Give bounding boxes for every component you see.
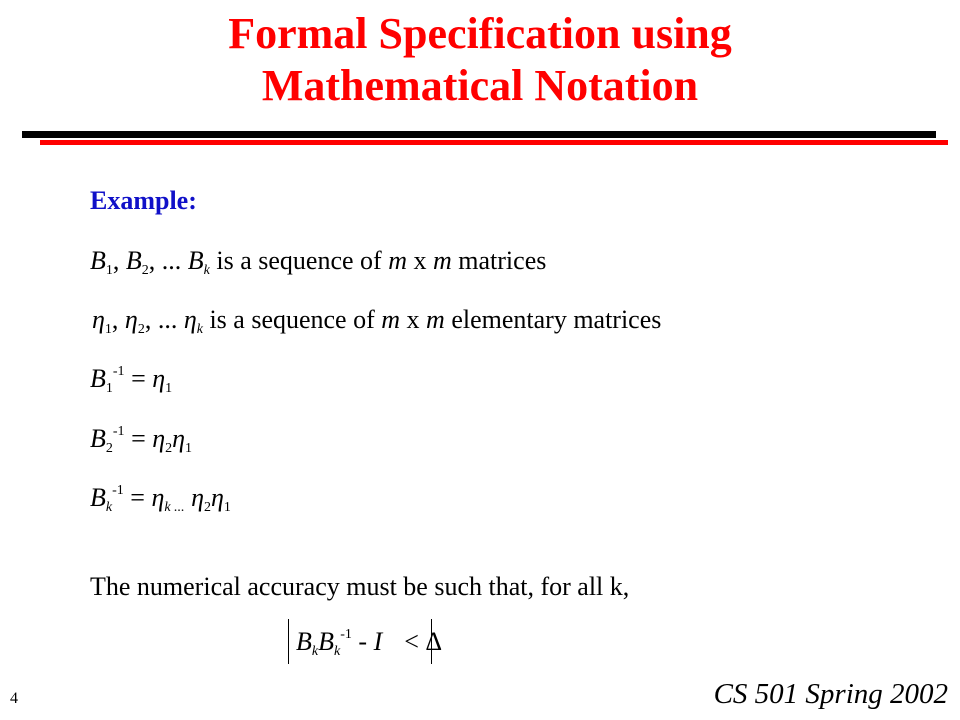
var-eta: η	[191, 483, 204, 512]
example-label: Example:	[90, 186, 197, 215]
var-b: B	[318, 627, 334, 656]
text: matrices	[451, 246, 547, 275]
var-m: m	[433, 246, 452, 275]
subscript: k	[311, 644, 319, 659]
var-b: B	[296, 627, 312, 656]
var-eta: η	[152, 424, 166, 453]
var-b: B	[187, 246, 204, 275]
equation-b2-inverse	[90, 424, 192, 457]
line-eta-sequence	[92, 305, 661, 338]
subscript: 2	[105, 441, 113, 456]
var-b: B	[90, 246, 106, 275]
superscript: -1	[112, 364, 125, 379]
var-b: B	[90, 424, 106, 453]
var-eta: η	[210, 483, 224, 512]
subscript: 1	[185, 441, 193, 456]
line-b-sequence	[90, 246, 546, 279]
accuracy-statement: The numerical accuracy must be such that, for all k,	[90, 572, 630, 601]
subscript: k	[105, 500, 113, 515]
var-m: m	[388, 246, 407, 275]
equation-bk-inverse	[90, 483, 231, 516]
equals: =	[124, 364, 153, 393]
equals: =	[124, 424, 153, 453]
accuracy-formula	[296, 627, 442, 660]
text: x	[400, 305, 427, 334]
var-eta: η	[183, 305, 197, 334]
text: x	[407, 246, 433, 275]
equals: =	[123, 483, 152, 512]
norm-bar-left	[288, 619, 289, 664]
title-rule-black	[22, 131, 936, 138]
separator: ,	[112, 246, 126, 275]
title-line-1: Formal Specification using	[228, 9, 732, 58]
less-than: <	[404, 627, 426, 656]
var-eta: η	[151, 483, 165, 512]
subscript: 1	[105, 381, 113, 396]
text: elementary matrices	[444, 305, 662, 334]
slide-number: 4	[10, 690, 18, 707]
minus: -	[351, 627, 374, 656]
subscript: 1	[104, 322, 112, 337]
superscript: -1	[340, 627, 352, 642]
subscript: 1	[105, 263, 113, 278]
subscript: 2	[141, 263, 149, 278]
subscript: 2	[137, 322, 145, 337]
var-eta: η	[92, 305, 105, 334]
var-m: m	[381, 305, 401, 334]
title-line-2: Mathematical Notation	[261, 61, 699, 110]
text: is a sequence of	[209, 246, 389, 275]
var-b: B	[125, 246, 142, 275]
identity-matrix: I	[373, 627, 383, 656]
title-rule-red	[40, 140, 948, 145]
text: is a sequence of	[202, 305, 382, 334]
var-eta: η	[172, 424, 186, 453]
subscript: 1	[165, 381, 173, 396]
equation-b1-inverse	[90, 364, 172, 397]
subscript: k	[196, 322, 203, 337]
delta: Δ	[425, 627, 443, 656]
superscript: -1	[112, 483, 124, 498]
separator: , ...	[144, 305, 184, 334]
separator: ,	[111, 305, 125, 334]
var-b: B	[90, 483, 106, 512]
subscript: k	[334, 644, 341, 659]
var-eta: η	[152, 364, 166, 393]
var-eta: η	[124, 305, 138, 334]
subscript: k	[203, 263, 210, 278]
subscript: k ...	[164, 500, 185, 515]
subscript: 1	[223, 500, 231, 515]
subscript: 2	[165, 441, 173, 456]
subscript: 2	[203, 500, 211, 515]
course-footer: CS 501 Spring 2002	[713, 678, 948, 710]
var-m: m	[426, 305, 445, 334]
slide-title	[0, 8, 960, 112]
separator: , ...	[148, 246, 188, 275]
superscript: -1	[112, 424, 125, 439]
var-b: B	[90, 364, 106, 393]
